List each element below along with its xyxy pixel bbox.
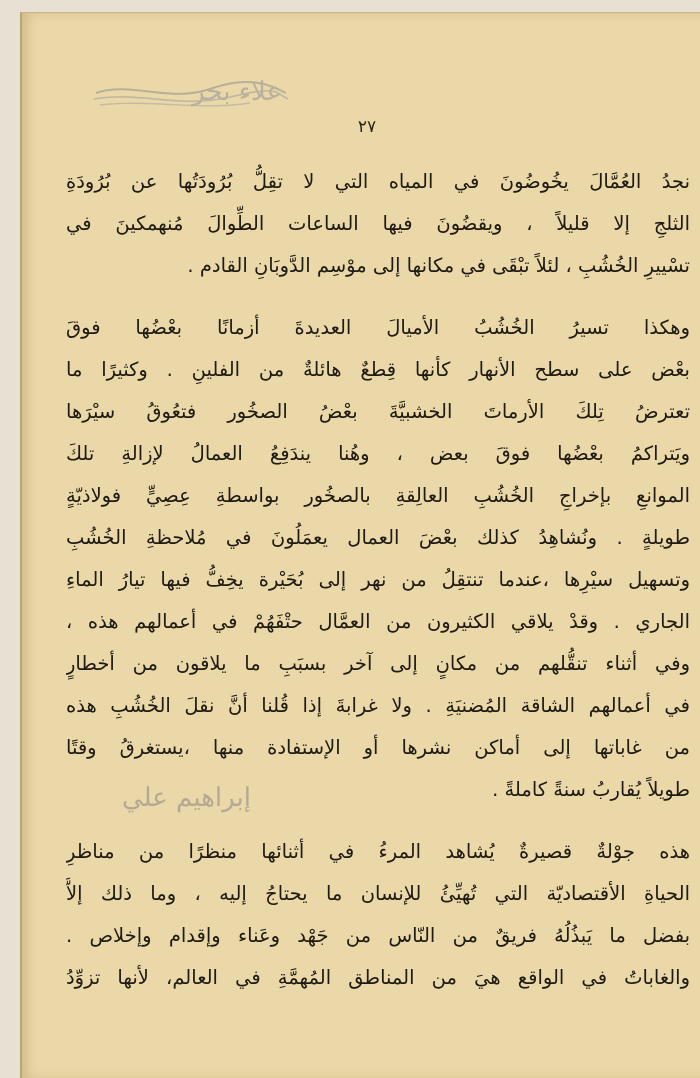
body-text — [66, 161, 690, 999]
page-number: ٢٧ — [357, 117, 377, 137]
text-line: الموانعِ بإخراجِ الخُشُبِ العالِقةِ بالصخُور بواسطةِ عِصِيٍّ فولاذيّةٍ — [66, 484, 690, 507]
text-line: هذه جوْلةٌ قصيرةٌ يُشاهد المرءُ في أثنائها منظرًا من مناظرِ — [66, 840, 690, 863]
text-line: الحياةِ الأقتصاديّة التي تُهيِّئُ للإنسان ما يحتاجُ إليه ، وما ذلك إلاَّ — [66, 882, 690, 905]
text-line: تعترضُ تِلكَ الأرماتَ الخشبيَّةَ بعْضُ الصخُور فتعُوقُ سيْرَها — [66, 400, 690, 423]
text-line: وفي أثناء تنقُّلهم من مكانٍ إلى آخر بسبَبِ ما يلاقون من أخطارٍ — [66, 652, 690, 675]
text-line: وهكذا تسيرُ الخُشُبُ الأميالَ العديدةَ أزمانًا بعْضُها فوقَ — [66, 316, 690, 339]
text-line: وتسهيل سيْرِها ،عندما تنتقِلُ من نهر إلى بُحَيْرة يخِفُّ فيها تيارُ الماءِ — [66, 568, 690, 591]
text-line: نجدُ العُمَّالَ يخُوضُونَ في المياه التي لا تقِلُّ بُرُودَتُها عن بُرُودَةِ — [66, 170, 690, 193]
text-line: ويَتراكمُ بعْضُها فوقَ بعض ، وهُنا يندَفِعُ العمالُ لإزالةِ تلكَ — [66, 442, 690, 465]
text-line: طويلاً يُقاربُ سنةً كاملةً . — [492, 778, 690, 801]
text-line: من غاباتها إلى أماكن نشرها أو الإستفادة منها ،يستغرقُ وقتًا — [66, 736, 690, 759]
book-page — [20, 12, 700, 1078]
paragraph-gap — [66, 287, 690, 307]
paragraph-gap — [66, 811, 690, 831]
text-line: تسْييرِ الخُشُبِ ، لئلاً تبْقَى في مكانها إلى موْسِم الدَّوبَانِ القادم . — [187, 254, 690, 277]
text-line: في أعمالهم الشاقة المُضنيَةِ . ولا غرابةَ إذا قُلنا أنَّ نقلَ الخُشُبِ هذه — [66, 694, 690, 717]
margin-scribble-top — [90, 63, 290, 117]
text-line: الجاري . وقدْ يلاقي الكثيرون من العمَّال حتْفَهُمْ في أعمالهم هذه ، — [66, 610, 690, 633]
margin-note-mid: إبراهيم علي — [122, 783, 251, 813]
margin-note-top: علاء بحر — [192, 77, 282, 107]
text-line: بعْض على سطح الأنهار كأنها قِطعٌ هائلةٌ من الفلينِ . وكثيرًا ما — [66, 358, 690, 381]
text-line: طويلةٍ . ونُشاهِدُ كذلك بعْضَ العمال يعمَلُونَ في مُلاحظةِ الخُشُبِ — [66, 526, 690, 549]
text-line: الثلجِ إلا قليلاً ، ويقضُونَ فيها الساعات الطِّوالَ مُنهمكينَ في — [66, 212, 690, 235]
text-line: والغاباتُ في الواقع هيَ من المناطق المُهمَّةِ في العالم، لأنها تزوِّدُ — [66, 966, 690, 989]
text-line: بفضل ما يَبذُلُهُ فريقٌ من النّاس من جَهْد وعَناء وإقدام وإخلاص . — [66, 924, 690, 947]
